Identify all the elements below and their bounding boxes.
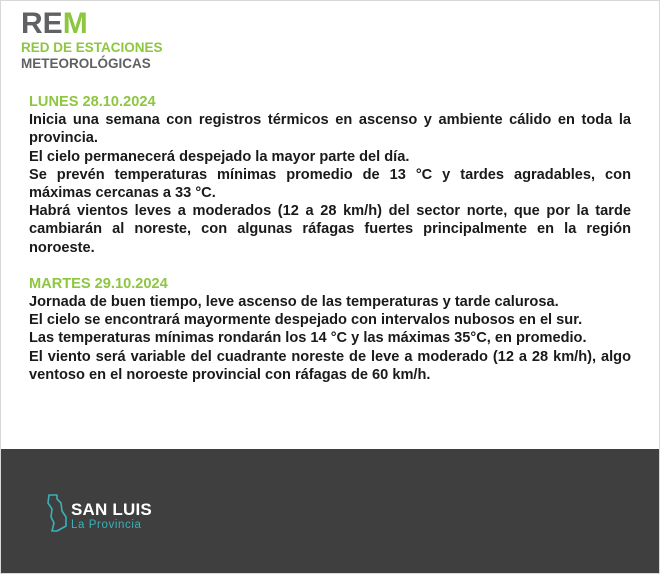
day-title: LUNES 28.10.2024 <box>29 94 156 110</box>
rem-logo-word <box>21 9 163 39</box>
san-luis-map-icon <box>45 493 69 533</box>
san-luis-wordmark <box>71 501 152 532</box>
rem-logo-line1: RED DE ESTACIONES <box>21 40 163 55</box>
forecast-paragraph: Se prevén temperaturas mínimas promedio de 13 °C y tardes agradables, con máximas cercanas a 33 °C. <box>29 166 631 202</box>
forecast-day-1 <box>29 93 631 257</box>
rem-logo-line2: METEOROLÓGICAS <box>21 56 151 71</box>
forecast-paragraph: El cielo se encontrará mayormente despejado con intervalos nubosos en el sur. <box>29 312 583 329</box>
rem-logo-m: M <box>62 7 88 40</box>
forecast-paragraph: Jornada de buen tiempo, leve ascenso de las temperaturas y tarde calurosa. <box>29 294 559 311</box>
rem-logo <box>21 9 163 72</box>
forecast-day-2 <box>29 275 631 384</box>
rem-logo-re: RE <box>21 7 63 40</box>
day-title: MARTES 29.10.2024 <box>29 275 168 292</box>
forecast-content <box>29 93 631 384</box>
forecast-paragraph: Las temperaturas mínimas rondarán los 14 °C y las máximas 35°C, en promedio. <box>29 330 587 347</box>
forecast-paragraph: El cielo permanecerá despejado la mayor parte del día. <box>29 148 410 165</box>
san-luis-brand: SAN LUIS <box>71 500 152 519</box>
san-luis-subtitle: La Provincia <box>71 519 142 531</box>
forecast-paragraph: El viento será variable del cuadrante noreste de leve a moderado (12 a 28 km/h), algo ventoso en el noroeste provincial con ráfagas de 60 km/h. <box>29 348 631 383</box>
forecast-paragraph: Habrá vientos leves a moderados (12 a 28 km/h) del sector norte, que por la tarde cambiarán al noreste, con algunas ráfagas fuertes principalmente en la región noroeste. <box>29 203 631 256</box>
forecast-paragraph: Inicia una semana con registros térmicos en ascenso y ambiente cálido en toda la provincia. <box>29 112 631 147</box>
footer-band <box>1 449 659 573</box>
